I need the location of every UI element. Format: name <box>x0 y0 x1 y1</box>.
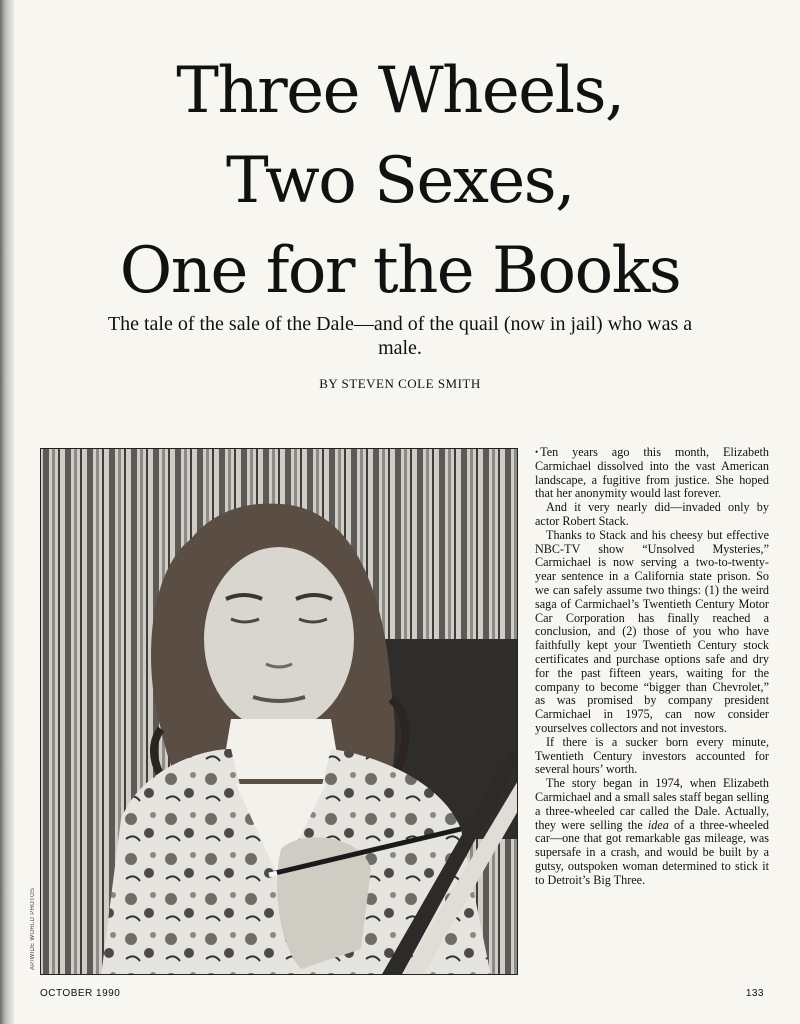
body-paragraph: Thanks to Stack and his cheesy but effective NBC-TV show “Unsolved Mysteries,” Carmichael is now serving a two-to-twenty-year sentence in a California state prison. So we can safely assume two things: (1) the weird saga of Carmichael’s Twentieth Century Motor Car Corporation has finally reached a conclusion, and (2) those of you who have faithfully kept your Twentieth Century stock certificates and purchase options safe and dry for the past fifteen years, waiting for the company to become “bigger than Chevrolet,” as was promised by company president Carmichael in 1975, can now consider yourselves collectors and not investors. <box>535 527 769 735</box>
bullet-icon: • <box>535 447 539 457</box>
headline-line-3: One for the Books <box>119 234 681 308</box>
page-gutter-shadow <box>0 0 14 1024</box>
body-paragraph: If there is a sucker born every minute, Twentieth Century investors accounted for several hours’ worth. <box>535 734 769 777</box>
photo-credit: AP/WIDE WORLD PHOTOS <box>30 888 36 970</box>
article-photo <box>40 448 518 975</box>
article-dek: The tale of the sale of the Dale—and of the quail (now in jail) who was a male. <box>107 313 693 359</box>
article-body <box>535 446 769 982</box>
paragraph-text: Ten years ago this month, Elizabeth Carmichael dissolved into the vast American landscape, a fugitive from justice. She hoped that her anonymity would last forever. <box>535 446 769 501</box>
headline-line-2: Two Sexes, <box>226 144 574 218</box>
italic-text: idea <box>647 817 669 832</box>
paragraph-text: of a three-wheeled car—one that got remarkable gas mileage, was supersafe in a crash, and would be built by a gutsy, outspoken woman determined to stick it to Detroit’s Big Three. <box>535 817 769 887</box>
page-number: 133 <box>745 988 764 999</box>
footer-date: OCTOBER 1990 <box>40 988 121 999</box>
body-paragraph: And it very nearly did—invaded only by actor Robert Stack. <box>535 500 769 528</box>
article-byline: BY STEVEN COLE SMITH <box>319 376 481 391</box>
article-headline <box>40 46 760 316</box>
paragraph-text: The story began in 1974, when Elizabeth Carmichael and a small sales staff began selling a three-wheeled car called the Dale. Actually, they were selling the <box>535 776 769 832</box>
body-paragraph <box>535 777 769 887</box>
photo-illustration <box>41 449 518 975</box>
body-paragraph <box>535 446 769 501</box>
headline-line-1: Three Wheels, <box>176 54 624 128</box>
